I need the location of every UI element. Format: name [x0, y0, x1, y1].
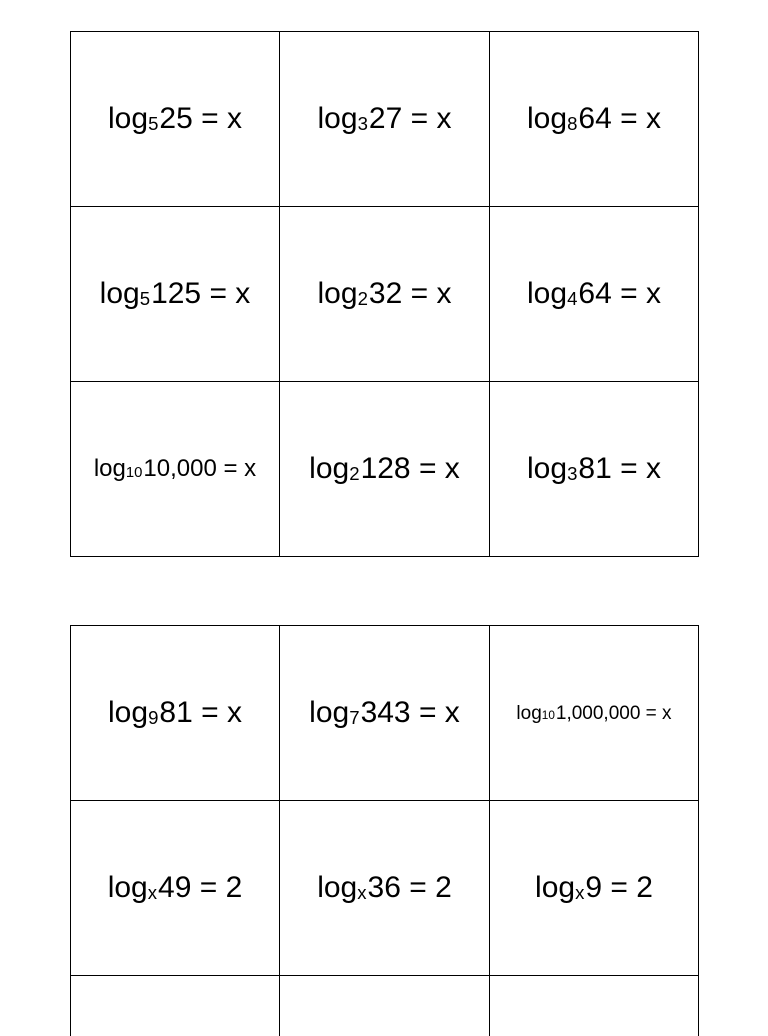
log-card-grid-1: [70, 31, 699, 557]
log-prefix: log: [93, 455, 126, 482]
log-card: [71, 32, 280, 207]
log-card: [490, 801, 699, 976]
log-card: [71, 207, 280, 382]
log-base: 10: [541, 709, 555, 723]
log-base: 2: [357, 287, 368, 309]
log-argument: 32 = x: [368, 277, 452, 310]
log-card: [71, 801, 280, 976]
log-argument: 9 = 2: [585, 871, 653, 904]
log-prefix: log: [527, 277, 568, 310]
log-card: [71, 382, 280, 557]
log-argument: 49 = 2: [158, 871, 243, 904]
log-card: [280, 32, 490, 207]
log-base: x: [147, 881, 158, 903]
log-argument: 128 = x: [360, 452, 460, 485]
log-argument: 1,000,000 = x: [555, 702, 672, 724]
log-argument: 25 = x: [159, 102, 242, 135]
log-prefix: log: [317, 102, 358, 135]
log-card-grid-2: [70, 625, 699, 1036]
log-argument: 81 = x: [578, 452, 661, 485]
log-argument: 36 = 2: [367, 871, 452, 904]
log-base: 7: [349, 706, 360, 728]
log-base: x: [575, 881, 585, 903]
log-card-empty: [71, 976, 280, 1036]
log-prefix: log: [99, 277, 140, 310]
log-prefix: log: [108, 696, 149, 729]
log-prefix: log: [527, 102, 568, 135]
log-base: 9: [148, 706, 159, 728]
log-prefix: log: [309, 696, 350, 729]
log-card: [490, 32, 699, 207]
log-base: 10: [125, 464, 143, 481]
log-prefix: log: [107, 871, 148, 904]
log-card: [280, 626, 490, 801]
log-card: [490, 626, 699, 801]
log-prefix: log: [516, 702, 542, 724]
log-prefix: log: [535, 871, 576, 904]
log-card: [490, 207, 699, 382]
log-base: 4: [567, 287, 578, 309]
log-argument: 125 = x: [151, 277, 251, 310]
log-prefix: log: [317, 871, 358, 904]
log-base: 3: [567, 462, 578, 484]
log-base: 5: [139, 287, 151, 309]
log-argument: 343 = x: [360, 696, 460, 729]
log-argument: 64 = x: [578, 277, 661, 310]
log-base: 2: [349, 462, 360, 484]
log-card-empty: [280, 976, 490, 1036]
log-card: [280, 801, 490, 976]
log-base: 8: [567, 112, 578, 134]
log-argument: 10,000 = x: [143, 455, 257, 482]
log-prefix: log: [317, 277, 358, 310]
log-argument: 27 = x: [368, 102, 452, 135]
log-base: 5: [148, 112, 159, 134]
log-card-empty: [490, 976, 699, 1036]
log-prefix: log: [309, 452, 350, 485]
log-card: [280, 207, 490, 382]
log-prefix: log: [527, 452, 568, 485]
log-base: x: [357, 881, 367, 903]
log-argument: 81 = x: [159, 696, 242, 729]
log-base: 3: [357, 112, 368, 134]
log-card: [71, 626, 280, 801]
log-card: [490, 382, 699, 557]
log-card: [280, 382, 490, 557]
log-argument: 64 = x: [578, 102, 661, 135]
log-prefix: log: [108, 102, 149, 135]
